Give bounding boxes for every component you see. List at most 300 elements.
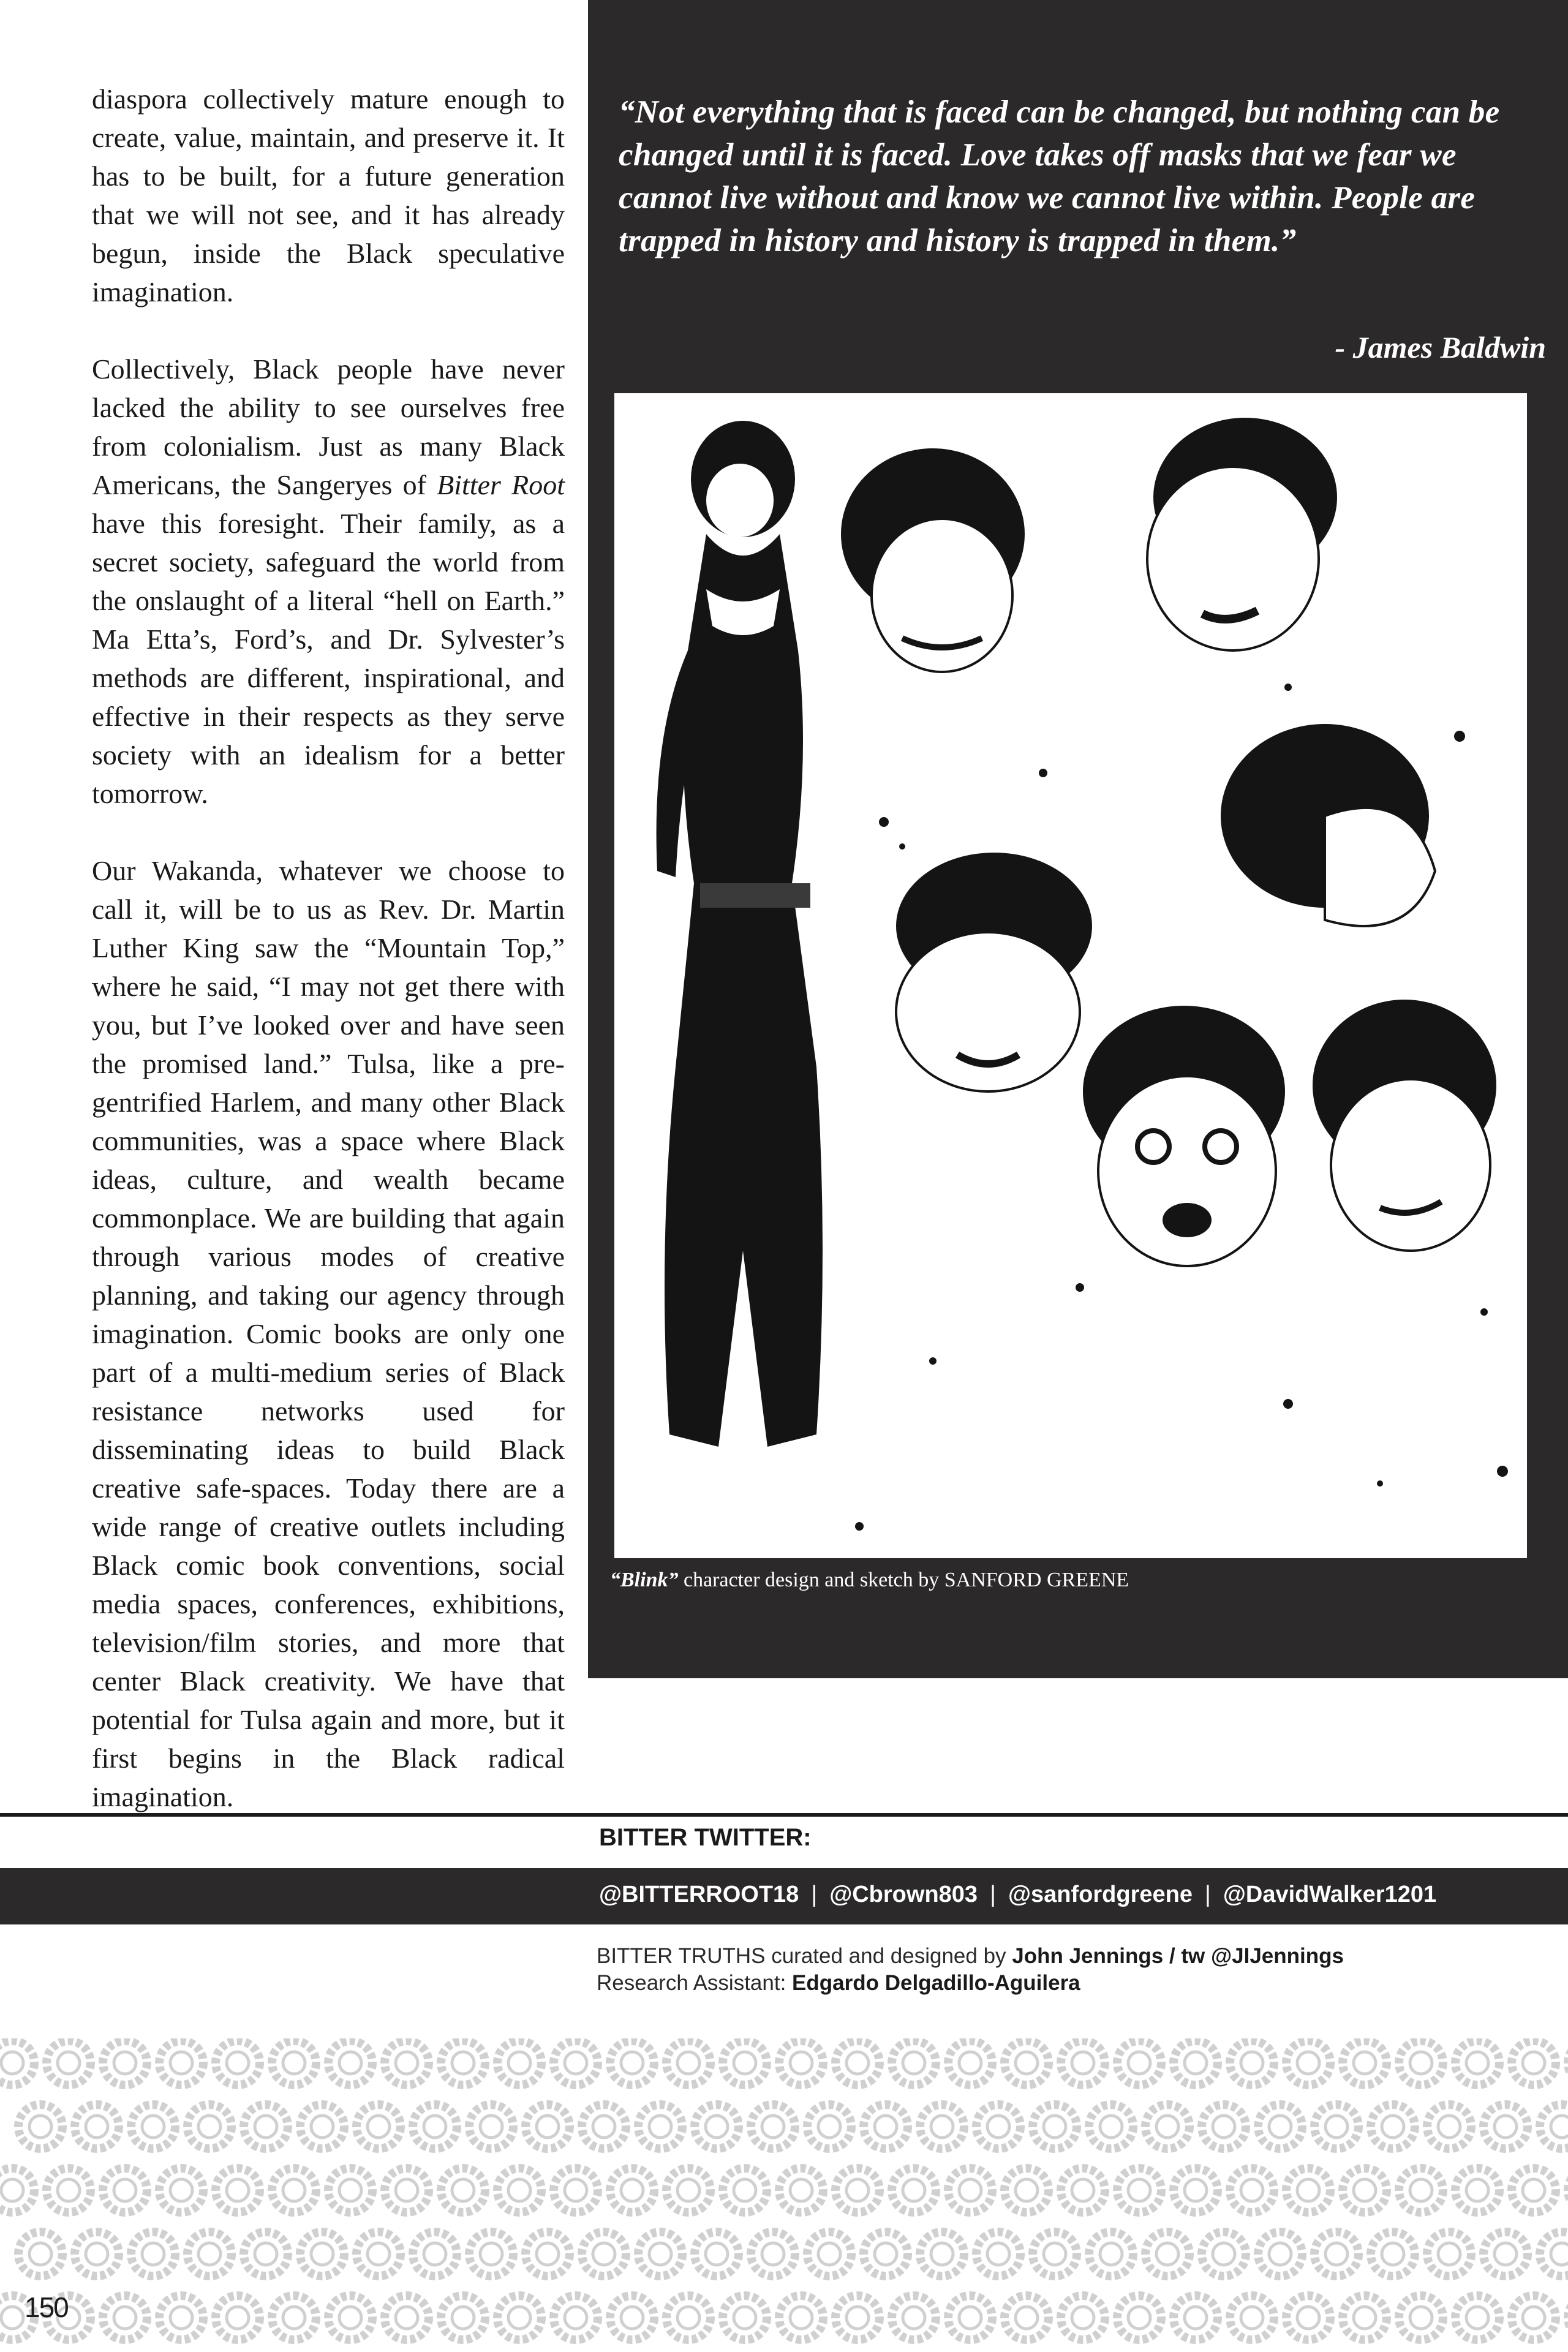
gear-shape: [610, 2168, 654, 2212]
gear-hub: [1241, 2307, 1263, 2329]
gear-hub: [706, 2116, 728, 2138]
gear-hub: [706, 2243, 728, 2265]
gear-shape: [159, 2296, 203, 2340]
gear-hub: [1213, 2243, 1235, 2265]
gear-hub: [283, 2052, 305, 2074]
caption-title: “Blink”: [610, 1569, 679, 1591]
gear-hub: [311, 2116, 333, 2138]
gear-shape: [1005, 2168, 1049, 2212]
gear-hub: [677, 2052, 699, 2074]
gear-shape: [300, 2105, 344, 2149]
figure-caption: [610, 1569, 1129, 1592]
gear-hub: [565, 2307, 587, 2329]
gear-hub: [903, 2052, 925, 2074]
gear-hub: [170, 2179, 192, 2201]
gear-shape: [695, 2232, 739, 2276]
sketch-illustration: [614, 393, 1527, 1558]
gear-shape: [244, 2232, 288, 2276]
gear-hub: [1072, 2179, 1094, 2201]
gear-hub: [1466, 2307, 1488, 2329]
gear-hub: [1100, 2116, 1122, 2138]
gear-shape: [1230, 2296, 1274, 2340]
article-paragraph-3: Our Wakanda, whatever we choose to call it, will be to us as Rev. Dr. Martin Luther King saw the “Mountain Top,” where he said, “I may not get there with you, but I’ve looked over and have seen the promised land.” Tulsa, like a pre-gentrified Harlem, and many other Black communities, was a space where Black ideas, culture, and wealth became commonplace. We are building that again through various modes of creative planning, and taking our agency through imagination. Comic books are only one part of a multi-medium series of Black resistance networks used for disseminating ideas to build Black creative safe-spaces. Today there are a wide range of creative outlets including Black comic book conventions, social media spaces, conferences, exhibitions, television/film stories, and more that center Black creativity. We have that potential for Tulsa again and more, but it first begins in the Black radical imagination.: [92, 855, 565, 1812]
gear-hub: [1241, 2179, 1263, 2201]
gear-hub: [1382, 2243, 1404, 2265]
gear-shape: [1455, 2041, 1499, 2085]
gear-hub: [1016, 2052, 1038, 2074]
gear-hub: [1551, 2116, 1568, 2138]
gear-hub: [1241, 2052, 1263, 2074]
gear-hub: [875, 2243, 897, 2265]
gear-shape: [328, 2168, 372, 2212]
gear-hub: [1325, 2243, 1348, 2265]
gear-hub: [255, 2243, 277, 2265]
gear-shape: [187, 2105, 232, 2149]
gear-shape: [47, 2168, 91, 2212]
credits-prefix: BITTER TRUTHS curated and designed by: [597, 1944, 1012, 1968]
gear-shape: [723, 2296, 767, 2340]
gear-hub: [86, 2243, 108, 2265]
article-paragraph-2-start: Collectively, Black people have never lacked the ability to see ourselves free from colonialism. Just as many Black Americans, the Sangeryes of: [92, 353, 565, 500]
twitter-handle: @BITTERROOT18: [599, 1882, 799, 1907]
research-assistant-name: Edgardo Delgadillo-Aguilera: [792, 1971, 1080, 1995]
gear-shape: [328, 2041, 372, 2085]
gear-shape: [216, 2168, 260, 2212]
gear-shape: [610, 2296, 654, 2340]
gear-hub: [903, 2307, 925, 2329]
gear-shape: [356, 2105, 401, 2149]
gear-shape: [1258, 2232, 1302, 2276]
gear-shape: [1202, 2232, 1246, 2276]
gear-hub: [29, 2243, 51, 2265]
gear-hub: [621, 2179, 643, 2201]
gear-shape: [1089, 2232, 1133, 2276]
gear-hub: [424, 2116, 446, 2138]
gear-hub: [1523, 2052, 1545, 2074]
twitter-handle: @Cbrown803: [829, 1882, 978, 1907]
gear-hub: [846, 2307, 869, 2329]
gear-hub: [734, 2307, 756, 2329]
gear-shape: [976, 2105, 1020, 2149]
gear-shape: [948, 2168, 992, 2212]
gear-hub: [114, 2307, 136, 2329]
gear-hub: [396, 2307, 418, 2329]
baldwin-quote: “Not everything that is faced can be changed, but nothing can be changed until it is faced. Love takes off masks that we fear we cannot live without and know we cannot live within. People are trapped in history and history is trapped in them.”: [619, 94, 1500, 258]
gear-hub: [283, 2307, 305, 2329]
gear-hub: [170, 2052, 192, 2074]
gear-shape: [385, 2296, 429, 2340]
gear-hub: [311, 2243, 333, 2265]
gear-hub: [1466, 2179, 1488, 2201]
gear-shape: [920, 2105, 964, 2149]
gear-hub: [508, 2052, 530, 2074]
gear-hub: [58, 2179, 80, 2201]
gear-shape: [723, 2168, 767, 2212]
gear-shape: [948, 2041, 992, 2085]
gear-hub: [593, 2243, 615, 2265]
gear-shape: [1286, 2041, 1330, 2085]
gear-shape: [526, 2232, 570, 2276]
gear-shape: [582, 2232, 626, 2276]
gear-shape: [666, 2296, 710, 2340]
gear-hub: [114, 2179, 136, 2201]
gear-shape: [1117, 2296, 1161, 2340]
gear-hub: [1016, 2307, 1038, 2329]
gear-shape: [807, 2105, 851, 2149]
gear-shape: [385, 2168, 429, 2212]
gear-hub: [368, 2116, 390, 2138]
gear-hub: [734, 2179, 756, 2201]
gear-hub: [649, 2243, 671, 2265]
gear-hub: [1494, 2243, 1517, 2265]
gear-hub: [565, 2179, 587, 2201]
gear-hub: [1297, 2307, 1319, 2329]
twitter-handle: @DavidWalker1201: [1223, 1882, 1437, 1907]
gear-hub: [452, 2307, 474, 2329]
gear-shape: [976, 2232, 1020, 2276]
gear-shape: [1286, 2168, 1330, 2212]
page-number: 150: [24, 2291, 68, 2323]
gear-hub: [1354, 2307, 1376, 2329]
gear-hub: [1185, 2052, 1207, 2074]
gear-shape: [779, 2168, 823, 2212]
gear-hub: [424, 2243, 446, 2265]
gear-hub: [1297, 2052, 1319, 2074]
gear-hub: [339, 2307, 361, 2329]
handle-separator: |: [1204, 1882, 1211, 1907]
gear-shape: [441, 2168, 485, 2212]
gear-hub: [480, 2116, 502, 2138]
gear-shape: [835, 2296, 880, 2340]
gear-shape: [723, 2041, 767, 2085]
gear-shape: [0, 2168, 34, 2212]
gear-shape: [1089, 2105, 1133, 2149]
gear-hub: [818, 2243, 840, 2265]
gear-hub: [1410, 2179, 1432, 2201]
gear-shape: [159, 2168, 203, 2212]
gear-shape: [892, 2168, 936, 2212]
gear-shape: [1005, 2296, 1049, 2340]
gear-hub: [677, 2307, 699, 2329]
book-title: Bitter Root: [437, 469, 565, 500]
credits-line-designer: [597, 1943, 1344, 1970]
gear-hub: [1325, 2116, 1348, 2138]
gear-hub: [1156, 2116, 1178, 2138]
gear-shape: [695, 2105, 739, 2149]
gear-hub: [1, 2307, 23, 2329]
gear-shape: [187, 2232, 232, 2276]
gear-shape: [1174, 2041, 1218, 2085]
gear-shape: [328, 2296, 372, 2340]
gear-shape: [1061, 2168, 1105, 2212]
gear-hub: [762, 2116, 784, 2138]
gear-hub: [86, 2116, 108, 2138]
gear-hub: [1072, 2052, 1094, 2074]
gear-hub: [227, 2179, 249, 2201]
gear-shape: [0, 2041, 34, 2085]
gear-hub: [142, 2243, 164, 2265]
article-body: [92, 80, 565, 1816]
gear-hub: [1044, 2116, 1066, 2138]
gear-hub: [1128, 2307, 1150, 2329]
gear-hub: [368, 2243, 390, 2265]
gear-pattern-band: [0, 2038, 1568, 2352]
gear-shape: [272, 2296, 316, 2340]
gear-shape: [1343, 2296, 1387, 2340]
gear-hub: [29, 2116, 51, 2138]
gear-hub: [790, 2052, 812, 2074]
gear-shape: [1033, 2232, 1077, 2276]
gear-shape: [1399, 2168, 1443, 2212]
gear-shape: [1483, 2232, 1528, 2276]
credits-line-research: [597, 1970, 1344, 1997]
gear-shape: [1258, 2105, 1302, 2149]
gear-shape: [131, 2105, 175, 2149]
handle-separator: |: [990, 1882, 996, 1907]
gear-shape: [1061, 2041, 1105, 2085]
gear-hub: [762, 2243, 784, 2265]
gear-hub: [1185, 2179, 1207, 2201]
gear-shape: [751, 2232, 795, 2276]
gear-hub: [1100, 2243, 1122, 2265]
gear-shape: [892, 2296, 936, 2340]
gear-hub: [1354, 2179, 1376, 2201]
gear-hub: [480, 2243, 502, 2265]
gear-hub: [1128, 2179, 1150, 2201]
gear-shape: [835, 2168, 880, 2212]
gear-hub: [1354, 2052, 1376, 2074]
gear-hub: [1269, 2243, 1291, 2265]
footer-divider: [0, 1813, 1568, 1817]
gear-shape: [413, 2232, 457, 2276]
gear-hub: [1044, 2243, 1066, 2265]
gear-shape: [497, 2041, 541, 2085]
gear-shape: [216, 2296, 260, 2340]
gear-hub: [846, 2052, 869, 2074]
gear-hub: [1072, 2307, 1094, 2329]
twitter-handles: [599, 1882, 1436, 1908]
gear-hub: [649, 2116, 671, 2138]
gear-shape: [469, 2105, 513, 2149]
gear-shape: [1540, 2232, 1568, 2276]
gear-shape: [413, 2105, 457, 2149]
gear-shape: [244, 2105, 288, 2149]
gear-shape: [47, 2041, 91, 2085]
gear-shape: [272, 2168, 316, 2212]
gear-hub: [227, 2307, 249, 2329]
gear-shape: [554, 2041, 598, 2085]
gear-shape: [441, 2041, 485, 2085]
gear-hub: [903, 2179, 925, 2201]
gear-shape: [948, 2296, 992, 2340]
gear-shape: [131, 2232, 175, 2276]
gear-hub: [1297, 2179, 1319, 2201]
gear-shape: [103, 2041, 147, 2085]
designer-name: John Jennings / tw @JIJennings: [1012, 1944, 1344, 1968]
gear-shape: [1371, 2232, 1415, 2276]
gear-hub: [846, 2179, 869, 2201]
gear-shape: [1427, 2105, 1471, 2149]
gear-hub: [142, 2116, 164, 2138]
twitter-handle: @sanfordgreene: [1008, 1882, 1193, 1907]
article-paragraph-2: [92, 350, 565, 813]
gear-hub: [452, 2052, 474, 2074]
gear-hub: [1156, 2243, 1178, 2265]
gear-hub: [875, 2116, 897, 2138]
gear-shape: [779, 2296, 823, 2340]
gear-hub: [1269, 2116, 1291, 2138]
gear-hub: [987, 2116, 1009, 2138]
gear-hub: [959, 2179, 981, 2201]
gear-hub: [114, 2052, 136, 2074]
gear-hub: [537, 2116, 559, 2138]
gear-hub: [1438, 2116, 1460, 2138]
gear-shape: [582, 2105, 626, 2149]
gear-shape: [1061, 2296, 1105, 2340]
gear-shape: [807, 2232, 851, 2276]
gear-shape: [554, 2168, 598, 2212]
gear-shape: [779, 2041, 823, 2085]
gear-shape: [610, 2041, 654, 2085]
gear-shape: [1483, 2105, 1528, 2149]
character-sketch-image: [614, 393, 1527, 1558]
gear-hub: [1, 2179, 23, 2201]
gear-shape: [1540, 2105, 1568, 2149]
twitter-bar: [0, 1868, 1568, 1924]
gear-shape: [103, 2296, 147, 2340]
gear-hub: [1410, 2307, 1432, 2329]
gear-hub: [959, 2307, 981, 2329]
gear-hub: [790, 2307, 812, 2329]
gear-shape: [300, 2232, 344, 2276]
gear-shape: [1455, 2168, 1499, 2212]
gear-hub: [1523, 2179, 1545, 2201]
gear-shape: [920, 2232, 964, 2276]
gear-hub: [790, 2179, 812, 2201]
gear-hub: [283, 2179, 305, 2201]
credits-block: [597, 1943, 1344, 1997]
gear-shape: [864, 2105, 908, 2149]
gear-hub: [1382, 2116, 1404, 2138]
gear-hub: [818, 2116, 840, 2138]
gear-hub: [959, 2052, 981, 2074]
gear-shape: [666, 2168, 710, 2212]
gear-shape: [385, 2041, 429, 2085]
gear-hub: [1213, 2116, 1235, 2138]
gear-hub: [452, 2179, 474, 2201]
gear-hub: [339, 2052, 361, 2074]
gear-shape: [1343, 2168, 1387, 2212]
gear-shape: [103, 2168, 147, 2212]
caption-text: character design and sketch by SANFORD GREENE: [678, 1569, 1129, 1591]
gear-shape: [469, 2232, 513, 2276]
gear-shape: [1117, 2041, 1161, 2085]
gear-hub: [227, 2052, 249, 2074]
gear-hub: [198, 2243, 221, 2265]
gear-shape: [1286, 2296, 1330, 2340]
gear-shape: [497, 2168, 541, 2212]
gear-shape: [1455, 2296, 1499, 2340]
gear-shape: [497, 2296, 541, 2340]
gear-shape: [1512, 2296, 1556, 2340]
gear-hub: [537, 2243, 559, 2265]
gear-shape: [441, 2296, 485, 2340]
gear-shape: [1314, 2232, 1359, 2276]
gear-hub: [396, 2179, 418, 2201]
gear-shape: [751, 2105, 795, 2149]
gear-shape: [159, 2041, 203, 2085]
gear-shape: [1512, 2168, 1556, 2212]
article-paragraph-2-end: have this foresight. Their family, as a secret society, safeguard the world from the onslaught of a literal “hell on Earth.” Ma Etta’s, Ford’s, and Dr. Sylvester’s methods are different, inspirational, and effective in their respects as they serve society with an idealism for a better tomorrow.: [92, 508, 565, 809]
gear-shape: [1399, 2041, 1443, 2085]
gear-hub: [170, 2307, 192, 2329]
gear-pattern: [0, 2038, 1568, 2352]
gear-shape: [216, 2041, 260, 2085]
gear-shape: [1202, 2105, 1246, 2149]
gear-shape: [1033, 2105, 1077, 2149]
gear-shape: [18, 2105, 62, 2149]
gear-shape: [1230, 2041, 1274, 2085]
quote-panel: [588, 0, 1568, 1678]
gear-hub: [1523, 2307, 1545, 2329]
gear-hub: [621, 2052, 643, 2074]
gear-shape: [1145, 2232, 1189, 2276]
gear-shape: [272, 2041, 316, 2085]
gear-hub: [1466, 2052, 1488, 2074]
gear-hub: [677, 2179, 699, 2201]
gear-shape: [75, 2232, 119, 2276]
gear-shape: [75, 2105, 119, 2149]
gear-shape: [554, 2296, 598, 2340]
gear-hub: [198, 2116, 221, 2138]
gear-shape: [18, 2232, 62, 2276]
gear-hub: [1, 2052, 23, 2074]
gear-hub: [1551, 2243, 1568, 2265]
gear-shape: [892, 2041, 936, 2085]
gear-shape: [638, 2232, 682, 2276]
gear-shape: [1512, 2041, 1556, 2085]
gear-hub: [1494, 2116, 1517, 2138]
gear-shape: [1427, 2232, 1471, 2276]
twitter-heading: BITTER TWITTER:: [599, 1824, 812, 1851]
gear-shape: [835, 2041, 880, 2085]
gear-shape: [1174, 2296, 1218, 2340]
gear-hub: [1185, 2307, 1207, 2329]
gear-hub: [931, 2243, 953, 2265]
gear-shape: [666, 2041, 710, 2085]
gear-shape: [864, 2232, 908, 2276]
gear-hub: [734, 2052, 756, 2074]
gear-hub: [931, 2116, 953, 2138]
gear-shape: [1005, 2041, 1049, 2085]
gear-shape: [1371, 2105, 1415, 2149]
quote-attribution: - James Baldwin: [1335, 330, 1546, 364]
gear-hub: [1128, 2052, 1150, 2074]
gear-shape: [1399, 2296, 1443, 2340]
gear-hub: [1410, 2052, 1432, 2074]
gear-shape: [638, 2105, 682, 2149]
gear-shape: [356, 2232, 401, 2276]
gear-shape: [526, 2105, 570, 2149]
gear-hub: [593, 2116, 615, 2138]
article-paragraph-1: diaspora collectively mature enough to create, value, maintain, and preserve it. It has to be built, for a future generation that we will not see, and it has already begun, inside the Black speculative imagination.: [92, 83, 565, 307]
gear-hub: [508, 2307, 530, 2329]
gear-hub: [1016, 2179, 1038, 2201]
gear-hub: [1438, 2243, 1460, 2265]
gear-shape: [1117, 2168, 1161, 2212]
gear-shape: [1314, 2105, 1359, 2149]
gear-shape: [1343, 2041, 1387, 2085]
